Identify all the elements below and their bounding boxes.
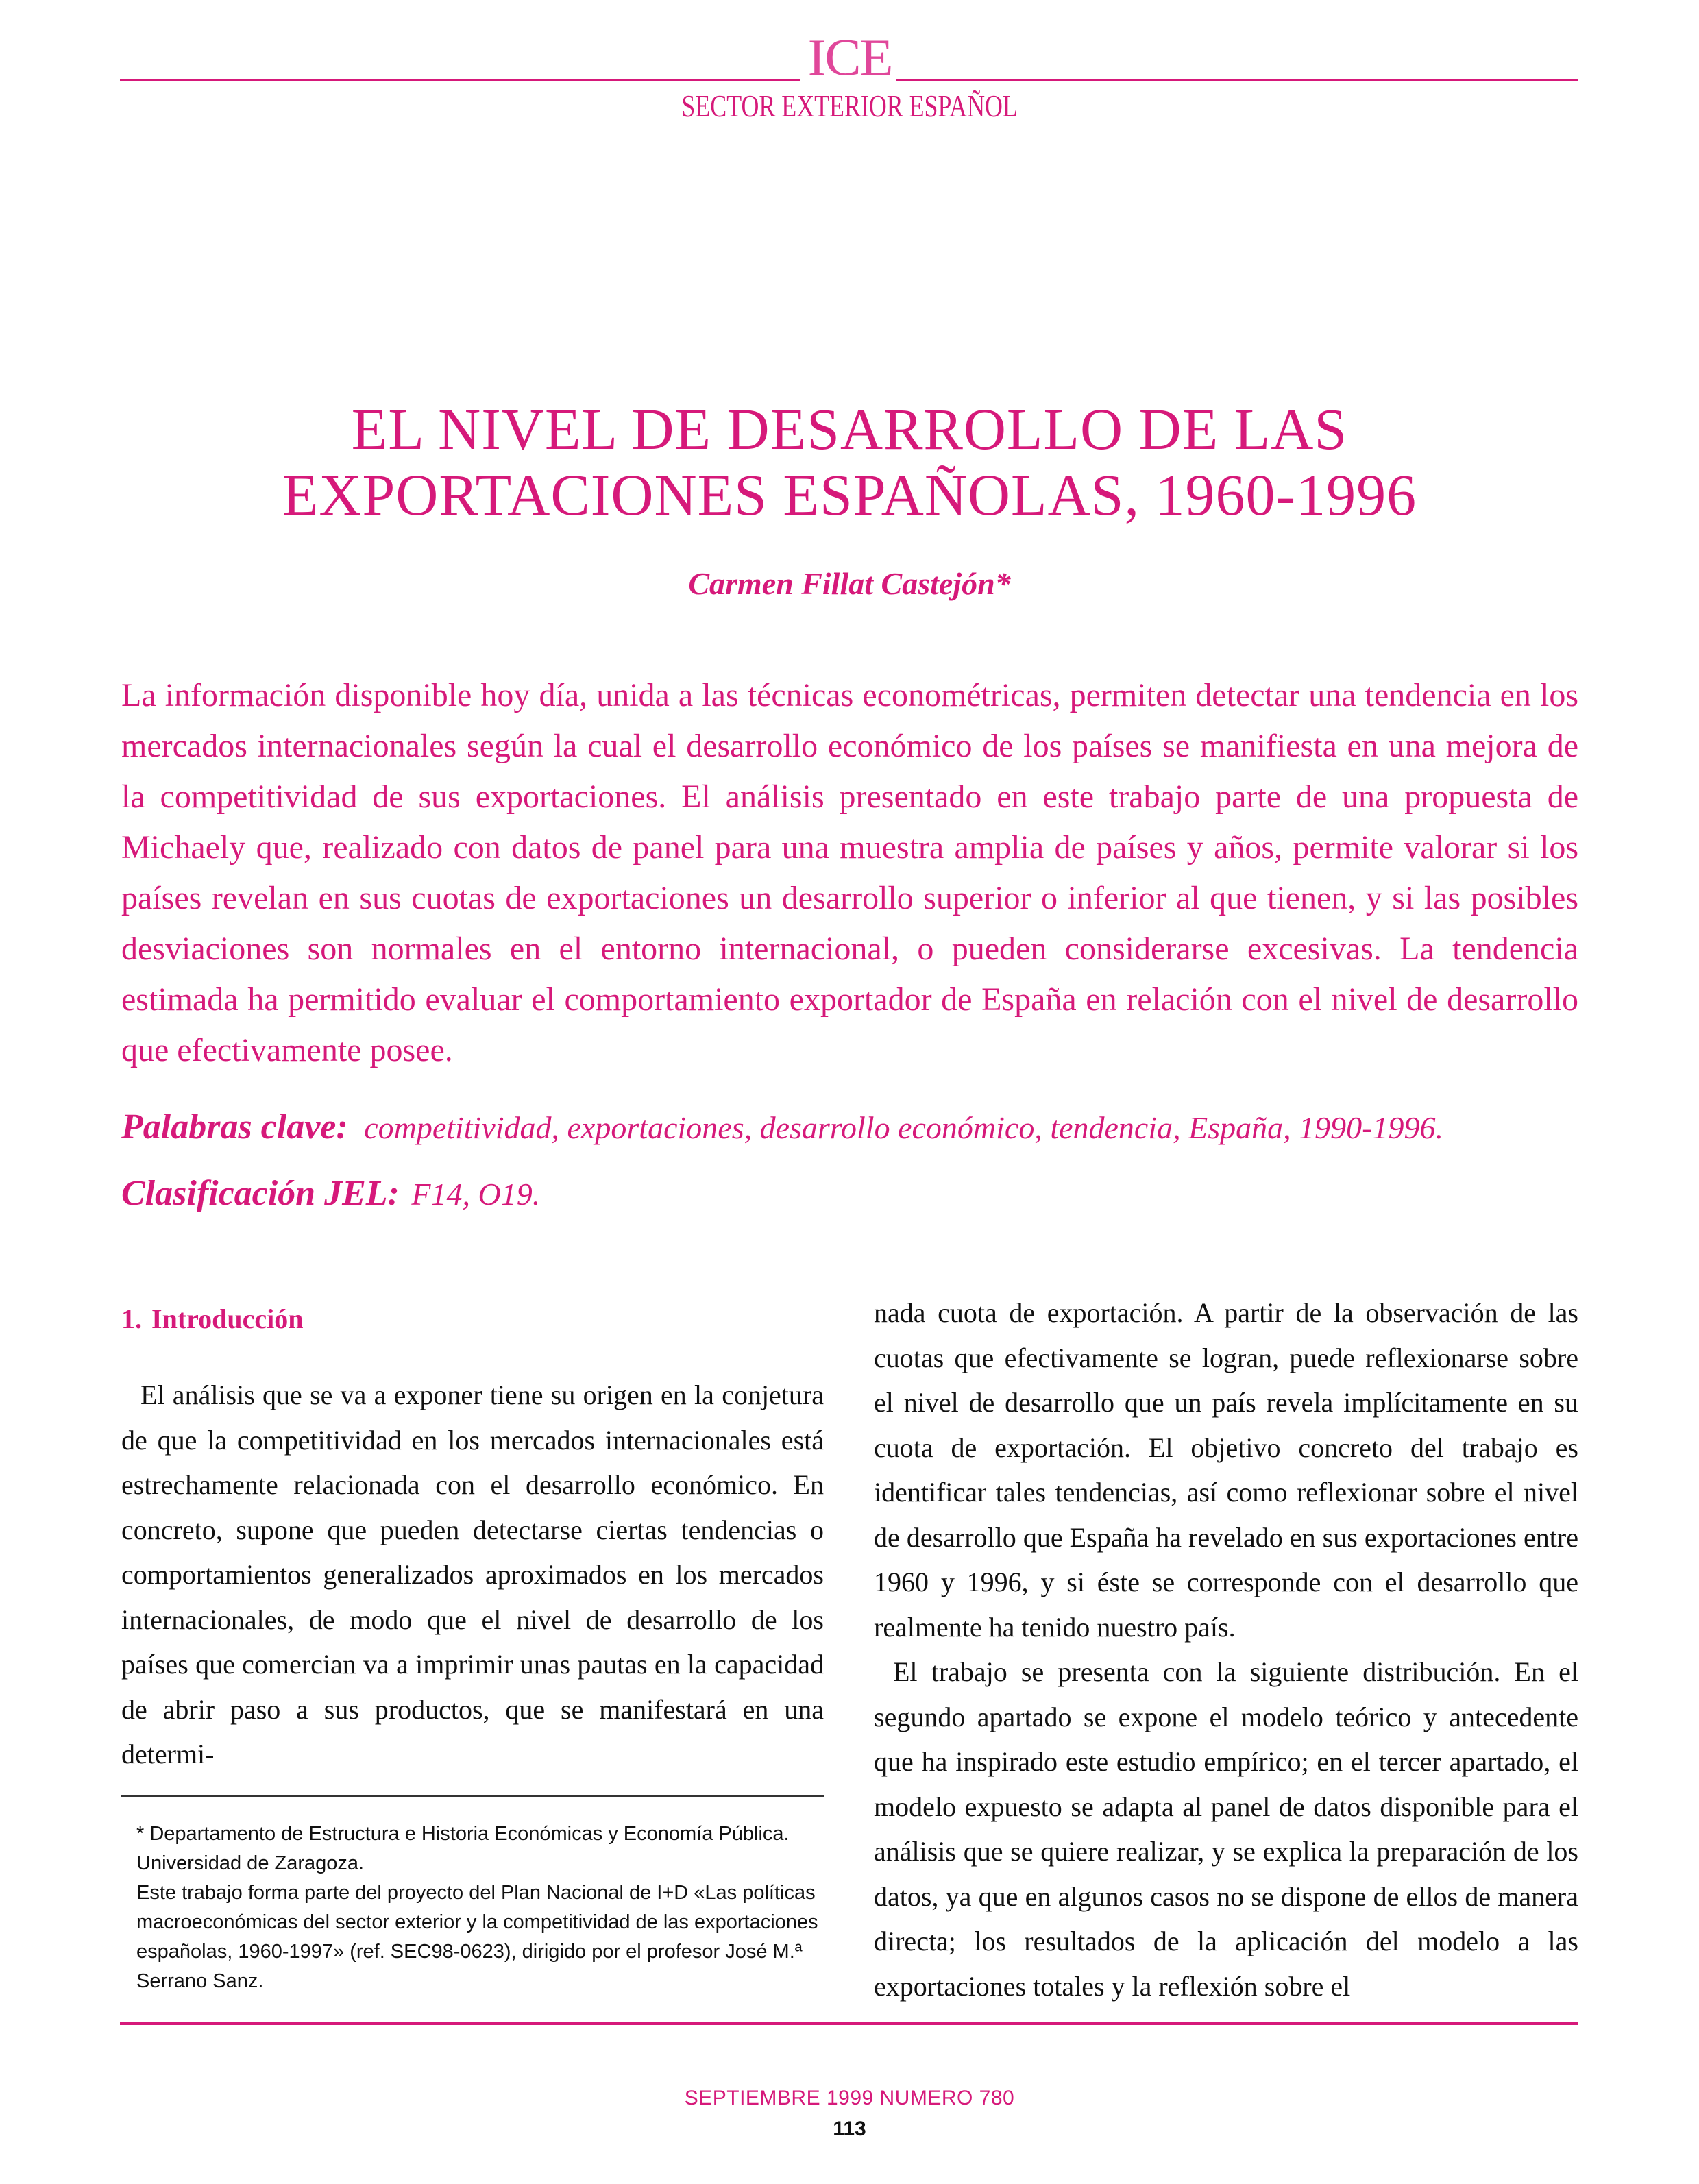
section-title: Introducción bbox=[151, 1303, 304, 1334]
footer-rule bbox=[120, 2022, 1578, 2025]
footnote-affiliation: * Departamento de Estructura e Historia Económicas y Economía Pública. Universidad de Zaragoza. bbox=[136, 1823, 790, 1874]
header-rule-right bbox=[896, 79, 1578, 81]
right-column bbox=[874, 1290, 1578, 2009]
section-heading bbox=[121, 1299, 824, 1340]
issue-info: SEPTIEMBRE 1999 NUMERO 780 bbox=[684, 2087, 1015, 2109]
journal-section-title: SECTOR EXTERIOR ESPAÑOL bbox=[681, 88, 1018, 123]
section-number: 1. bbox=[121, 1303, 142, 1334]
title-line-2: EXPORTACIONES ESPAÑOLAS, 1960-1996 bbox=[282, 462, 1417, 528]
footnote-rule bbox=[121, 1795, 824, 1797]
keywords-value: competitividad, exportaciones, desarrollo económico, tendencia, España, 1990-1996. bbox=[364, 1110, 1443, 1145]
jel-value: F14, O19. bbox=[411, 1177, 541, 1212]
author-name: Carmen Fillat Castejón* bbox=[688, 566, 1011, 601]
footnote-project: Este trabajo forma parte del proyecto del Plan Nacional de I+D «Las políticas macroeconómicas del sector exterior y la competitividad de las exportaciones españolas, 1960-1997» (ref. SEC98-0623), dirigido por el profesor José M.ª Serrano Sanz. bbox=[136, 1882, 818, 1992]
jel-classification bbox=[121, 1173, 1578, 1214]
keywords bbox=[121, 1107, 1578, 1147]
keywords-label: Palabras clave: bbox=[121, 1107, 348, 1146]
abstract: La información disponible hoy día, unida a las técnicas econométricas, permiten detectar una tendencia en los mercados internacionales según la cual el desarrollo económico de los países se manifiesta en una mejora de la competitividad de sus exportaciones. El análisis presentado en este trabajo parte de una propuesta de Michaely que, realizado con datos de panel para una muestra amplia de países y años, permite valorar si los países revelan en sus cuotas de exportaciones un desarrollo superior o inferior al que tienen, y si las posibles desviaciones son normales en el entorno internacional, o pueden considerarse excesivas. La tendencia estimada ha permitido evaluar el comportamiento exportador de España en relación con el nivel de desarrollo que efectivamente posee. bbox=[121, 677, 1578, 1068]
left-column bbox=[121, 1299, 824, 1777]
body-paragraph: El trabajo se presenta con la siguiente distribución. En el segundo apartado se expone el modelo teórico y antecedente que ha inspirado este estudio empírico; en el tercer apartado, el modelo expuesto se adapta al panel de datos disponible para el análisis que se quiere realizar, y se explica la preparación de los datos, ya que en algunos casos no se dispone de ellos de manera directa; los resultados de la aplicación del modelo a las exportaciones totales y la reflexión sobre el bbox=[874, 1656, 1578, 2002]
footnotes bbox=[121, 1819, 824, 1996]
jel-label: Clasificación JEL: bbox=[121, 1174, 400, 1213]
ice-logo: ICE bbox=[807, 29, 892, 87]
title-line-1: EL NIVEL DE DESARROLLO DE LAS bbox=[351, 396, 1348, 462]
body-paragraph: El análisis que se va a exponer tiene su origen en la conjetura de que la competitividad en los mercados internacionales está estrechamente relacionada con el desarrollo económico. En concreto, supone que pueden detectarse ciertas tendencias o comportamientos generalizados aproximados en los mercados internacionales, de modo que el nivel de desarrollo de los países que comercian va a imprimir unas pautas en la capacidad de abrir paso a sus productos, que se manifestará en una determi- bbox=[121, 1379, 824, 1769]
article-title bbox=[0, 396, 1699, 528]
body-paragraph: nada cuota de exportación. A partir de la observación de las cuotas que efectivamente se logran, puede reflexionarse sobre el nivel de desarrollo que un país revela implícitamente en su cuota de exportación. El objetivo concreto del trabajo es identificar tales tendencias, así como reflexionar sobre el nivel de desarrollo que España ha revelado en sus exportaciones entre 1960 y 1996, y si éste se corresponde con el desarrollo que realmente ha tenido nuestro país. bbox=[874, 1297, 1578, 1643]
header-rule-left bbox=[120, 79, 800, 81]
page-number: 113 bbox=[833, 2118, 866, 2140]
